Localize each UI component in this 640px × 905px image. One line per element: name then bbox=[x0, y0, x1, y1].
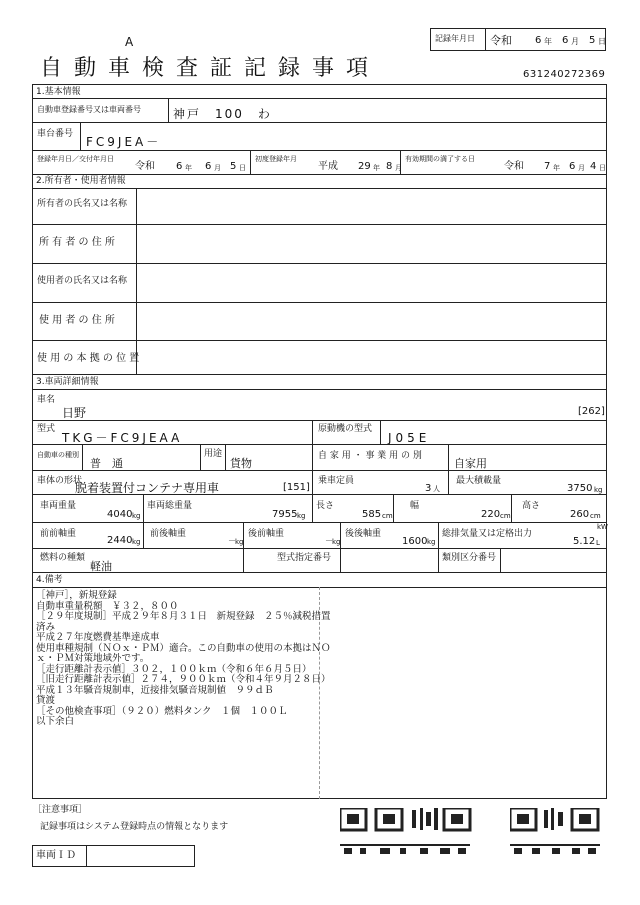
first-reg-era: 平成 bbox=[318, 161, 338, 172]
reg-date-year: 6 bbox=[176, 161, 183, 172]
remark-line: 貸渡 bbox=[36, 695, 56, 706]
first-reg-month-unit: 月 bbox=[395, 164, 402, 172]
ff-axle-label: 前前軸重 bbox=[40, 529, 77, 539]
displacement-label: 総排気量又は定格出力 bbox=[442, 529, 533, 539]
width-label: 幅 bbox=[410, 501, 420, 511]
make-code: [262] bbox=[578, 406, 605, 417]
remark-line: 自動車重量税額 ￥３２，８００ bbox=[36, 600, 179, 612]
expiry-day: 4 bbox=[590, 161, 597, 172]
gross-weight-label: 車両総重量 bbox=[147, 501, 193, 511]
notice-label: ［注意事項］ bbox=[33, 805, 88, 815]
reg-date-month-unit: 月 bbox=[214, 164, 221, 172]
rr-axle-unit: kg bbox=[427, 538, 436, 546]
expiry-month: 6 bbox=[569, 161, 576, 172]
fuel-value: 軽油 bbox=[90, 560, 112, 573]
reg-date-year-unit: 年 bbox=[185, 164, 192, 172]
record-date-day-unit: 日 bbox=[598, 37, 606, 46]
remark-line: ［旧走行距離計表示値］２７４，９００ｋｍ（令和４年９月２８日） bbox=[36, 674, 331, 685]
document-title: 自動車検査証記録事項 bbox=[40, 56, 381, 81]
document-number: 631240272369 bbox=[523, 69, 606, 80]
record-date-label: 記録年月日 bbox=[435, 34, 475, 43]
remark-line: 使用車種規制（ＮＯｘ・ＰＭ）適合。この自動車の使用の本拠はＮＯ bbox=[36, 642, 331, 654]
remarks-list bbox=[36, 591, 331, 728]
weight-unit: kg bbox=[132, 512, 141, 520]
expiry-day-unit: 日 bbox=[599, 164, 606, 172]
make-value: 日野 bbox=[62, 406, 87, 420]
user-name-label: 使用者の氏名又は名称 bbox=[37, 276, 128, 286]
chassis-label: 車台番号 bbox=[37, 129, 74, 139]
owner-name-label: 所有者の氏名又は名称 bbox=[37, 199, 128, 209]
expiry-year-unit: 年 bbox=[553, 164, 560, 172]
fr-axle-unit: kg bbox=[235, 538, 244, 546]
reg-date-day-unit: 日 bbox=[239, 164, 246, 172]
qr-code-group-right bbox=[510, 808, 605, 858]
qr-code-group-left bbox=[340, 808, 475, 858]
ff-axle-value: 2440 bbox=[107, 535, 133, 546]
width-unit: cm bbox=[500, 512, 511, 520]
make-label: 車名 bbox=[37, 395, 56, 405]
length-unit: cm bbox=[382, 512, 393, 520]
section-basic-info-label: 1.基本情報 bbox=[36, 87, 81, 97]
record-date-year: 6 bbox=[535, 35, 542, 46]
remark-line: ［その他検査事項］（９２０）燃料タンク １個 １００Ｌ bbox=[36, 705, 288, 717]
remark-line: ［神戸］，新規登録 bbox=[36, 590, 117, 601]
reg-no-value: 神戸 100 わ bbox=[173, 107, 272, 121]
body-shape-value: 脱着装置付コンテナ専用車 bbox=[75, 481, 220, 495]
class-number-label: 類別区分番号 bbox=[442, 553, 497, 563]
first-reg-year-unit: 年 bbox=[373, 164, 380, 172]
max-load-label: 最大積載量 bbox=[456, 476, 502, 486]
record-date-year-unit: 年 bbox=[544, 37, 552, 46]
private-label: 自 家 用 ・ 事 業 用 の 別 bbox=[318, 451, 422, 461]
chassis-value: FC9JEA－ bbox=[86, 135, 162, 149]
reg-date-label: 登録年月日／交付年月日 bbox=[37, 155, 114, 163]
record-date-month: 6 bbox=[562, 35, 569, 46]
section-remarks-label: 4.備考 bbox=[36, 575, 63, 585]
expiry-year: 7 bbox=[544, 161, 551, 172]
notice-text: 記録事項はシステム登録時点の情報となります bbox=[40, 822, 229, 832]
first-reg-label: 初度登録年月 bbox=[255, 155, 297, 163]
body-shape-label: 車体の形状 bbox=[37, 476, 83, 486]
record-date-month-unit: 月 bbox=[571, 37, 579, 46]
rf-axle-unit: kg bbox=[332, 538, 341, 546]
base-location-label: 使 用 の 本 拠 の 位 置 bbox=[37, 353, 140, 364]
first-reg-month: 8 bbox=[386, 161, 393, 172]
remark-line: 以下余白 bbox=[36, 716, 75, 727]
body-shape-code: [151] bbox=[283, 482, 310, 493]
private-value: 自家用 bbox=[454, 457, 487, 470]
height-label: 高さ bbox=[522, 501, 541, 511]
capacity-label: 乗車定員 bbox=[318, 476, 355, 486]
user-address-label: 使 用 者 の 住 所 bbox=[39, 315, 115, 326]
remark-line: ［２９年度規制］平成２９年８月３１日 新規登録 ２５％減税措置 bbox=[36, 611, 331, 622]
expiry-label: 有効期間の満了する日 bbox=[405, 155, 475, 163]
corner-mark: A bbox=[125, 35, 134, 49]
max-load-unit: kg bbox=[594, 486, 603, 494]
reg-date-era: 令和 bbox=[135, 161, 155, 172]
gross-weight-unit: kg bbox=[297, 512, 306, 520]
engine-label: 原動機の型式 bbox=[318, 424, 373, 434]
reg-no-label: 自動車登録番号又は車両番号 bbox=[37, 105, 141, 114]
owner-address-label: 所 有 者 の 住 所 bbox=[39, 237, 115, 248]
section-vehicle-detail-label: 3.車両詳細情報 bbox=[36, 377, 99, 387]
ff-axle-unit: kg bbox=[132, 538, 141, 546]
section-owner-info-label: 2.所有者・使用者情報 bbox=[36, 176, 126, 186]
max-load-value: 3750 bbox=[567, 483, 593, 494]
capacity-value: 3 bbox=[425, 483, 432, 494]
height-value: 260 bbox=[570, 509, 590, 520]
use-label: 用途 bbox=[204, 449, 223, 459]
fr-axle-label: 前後軸重 bbox=[150, 529, 187, 539]
engine-value: J05E bbox=[388, 431, 431, 445]
vehicle-id-label: 車両ＩＤ bbox=[36, 850, 76, 861]
fr-axle-value: － bbox=[228, 536, 236, 545]
displacement-value: 5.12 bbox=[573, 536, 596, 547]
rf-axle-value: － bbox=[325, 536, 333, 545]
record-date-era: 令和 bbox=[490, 34, 512, 47]
width-value: 220 bbox=[481, 509, 501, 520]
kind-label: 自動車の種別 bbox=[37, 451, 79, 459]
rf-axle-label: 後前軸重 bbox=[248, 529, 285, 539]
reg-date-month: 6 bbox=[205, 161, 212, 172]
first-reg-year: 29 bbox=[358, 161, 371, 172]
length-value: 585 bbox=[362, 509, 382, 520]
rr-axle-label: 後後軸重 bbox=[345, 529, 382, 539]
expiry-month-unit: 月 bbox=[578, 164, 585, 172]
use-value: 貨物 bbox=[230, 457, 252, 470]
remark-line: 平成２７年度燃費基準達成車 bbox=[36, 632, 160, 643]
kind-value: 普 通 bbox=[90, 457, 123, 470]
gross-weight-value: 7955 bbox=[272, 509, 298, 520]
capacity-unit: 人 bbox=[433, 485, 440, 493]
remark-line: 済み bbox=[36, 621, 56, 633]
length-label: 長さ bbox=[316, 501, 335, 511]
remark-line: 平成１３年騒音規制車，近接排気騒音規制値 ９９ｄＢ bbox=[36, 684, 274, 696]
weight-label: 車両重量 bbox=[40, 501, 77, 511]
expiry-era: 令和 bbox=[504, 161, 524, 172]
weight-value: 4040 bbox=[107, 509, 133, 520]
height-unit: cm bbox=[590, 512, 601, 520]
displacement-unit: L bbox=[596, 539, 600, 547]
fuel-label: 燃料の種類 bbox=[40, 553, 86, 563]
model-value: TKG－FC9JEAA bbox=[62, 431, 183, 445]
displacement-unit-kw: kW bbox=[597, 523, 608, 531]
type-number-label: 型式指定番号 bbox=[277, 553, 332, 563]
remark-line: ［走行距離計表示値］３０２，１００ｋｍ（令和６年６月５日） bbox=[36, 663, 312, 675]
reg-date-day: 5 bbox=[230, 161, 237, 172]
remark-line: ｘ・ＰＭ対策地域外です。 bbox=[36, 653, 150, 664]
model-label: 型式 bbox=[37, 424, 56, 434]
rr-axle-value: 1600 bbox=[402, 536, 428, 547]
record-date-day: 5 bbox=[589, 35, 596, 46]
